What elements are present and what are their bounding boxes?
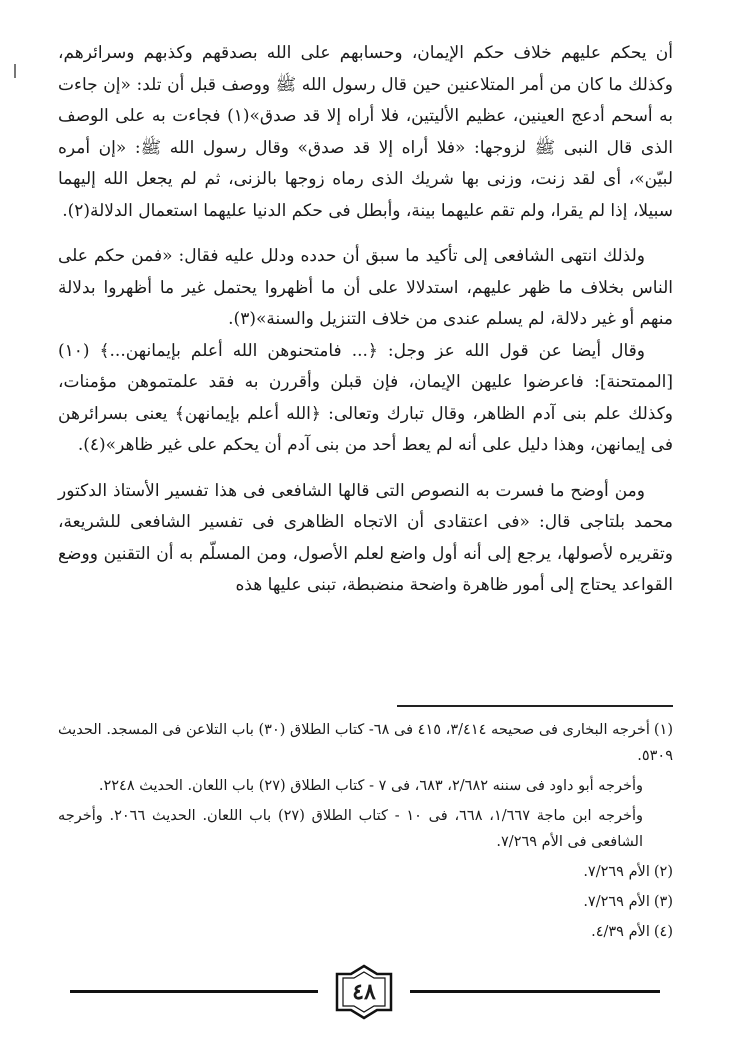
footnote-text: الأم ٧/٢٦٩. <box>583 864 650 880</box>
footnote-text: أخرجه البخارى فى صحيحه ٣/٤١٤، ٤١٥ فى ٦٨- كتاب الطلاق (٣٠) باب التلاعن فى المسجد. الحديث ٥٣٠٩. <box>58 722 673 764</box>
footnote-number: (٤) <box>653 924 673 940</box>
footnote-1 <box>58 717 673 769</box>
footnotes <box>58 717 673 949</box>
footnote-number: (١) <box>653 722 673 738</box>
paragraph-1: أن يحكم عليهم خلاف حكم الإيمان، وحسابهم على الله بصدقهم وكذبهم وسرائرهم، وكذلك ما كان من أمر المتلاعنين حين قال رسول الله ﷺ ووصف قبل أن تلد: «إن جاءت به أسحم أدعج العينين، عظيم الأليتين، فلا أراه إلا قد صدق»(١) فجاءت به على الوصف الذى قال النبى ﷺ لزوجها: «فلا أراه إلا قد صدق» وقال رسول الله ﷺ: «إن أمره لبيّن»، أى لقد زنت، وزنى بها شريك الذى رماه زوجها بالزنى، ثم لم يجعل الله إليهما سبيلا، إذا لم يقرا، ولم تقم عليهما بينة، وأبطل فى حكم الدنيا عليهما استعمال الدلالة(٢). <box>58 43 673 221</box>
footnote-1-cont-a <box>58 773 673 799</box>
footnote-text: الأم ٤/٣٩. <box>591 924 650 940</box>
paragraph-3: وقال أيضا عن قول الله عز وجل: ﴿... فامتحنوهن الله أعلم بإيمانهن...﴾ (١٠) [الممتحنة]: فاعرضوا عليهن الإيمان، فإن قبلن وأقررن به فقد علمتموهن مؤمنات، وكذلك علم بنى آدم الظاهر، وقال تبارك وتعالى: ﴿الله أعلم بإيمانهن﴾ يعنى بسرائرهن فى إيمانهن، وهذا دليل على أنه لم يعط أحد من بنى آدم أن يحكم على غير ظاهر»(٤). <box>58 340 673 455</box>
footnote-text: وأخرجه ابن ماجة ١/٦٦٧، ٦٦٨، فى ١٠ - كتاب الطلاق (٢٧) باب اللعان. الحديث ٢٠٦٦. وأخرجه الشافعى فى الأم ٧/٢٦٩. <box>58 808 644 850</box>
footnote-3 <box>58 889 673 915</box>
page-number-ornament <box>333 964 395 1020</box>
footnote-number: (٢) <box>653 864 673 880</box>
page-number: ٤٨ <box>352 979 376 1005</box>
footnote-separator <box>397 705 673 707</box>
main-text <box>58 38 673 602</box>
margin-mark <box>14 64 16 78</box>
footnote-text: الأم ٧/٢٦٩. <box>583 894 650 910</box>
bottom-rule-right <box>410 990 660 993</box>
footnote-1-cont-b <box>58 803 673 855</box>
footnote-number: (٣) <box>653 894 673 910</box>
paragraph-4: ومن أوضح ما فسرت به النصوص التى قالها الشافعى فى هذا تفسير الأستاذ الدكتور محمد بلتاجى قال: «فى اعتقادى أن الاتجاه الظاهرى فى تفسير الشافعى للشريعة، وتقريره لأصولها، يرجع إلى أنه أول واضع لعلم الأصول، ومن المسلّم به أن التقنين ووضع القواعد يحتاج إلى أمور ظاهرة واضحة منضبطة، تبنى عليها هذه <box>58 480 673 595</box>
footnote-text: وأخرجه أبو داود فى سننه ٢/٦٨٢، ٦٨٣، فى ٧ - كتاب الطلاق (٢٧) باب اللعان. الحديث ٢٢٤٨. <box>98 778 643 794</box>
bottom-rule-left <box>70 990 318 993</box>
footnote-2 <box>58 859 673 885</box>
paragraph-2: ولذلك انتهى الشافعى إلى تأكيد ما سبق أن حدده ودلل عليه فقال: «فمن حكم على الناس بخلاف ما ظهر عليهم، استدلالا على أن ما أظهروا يحتمل غير ما أظهروا بدلالة منهم أو غير دلالة، لم يسلم عندى من خلاف التنزيل والسنة»(٣). <box>58 246 673 329</box>
footnote-4 <box>58 919 673 945</box>
